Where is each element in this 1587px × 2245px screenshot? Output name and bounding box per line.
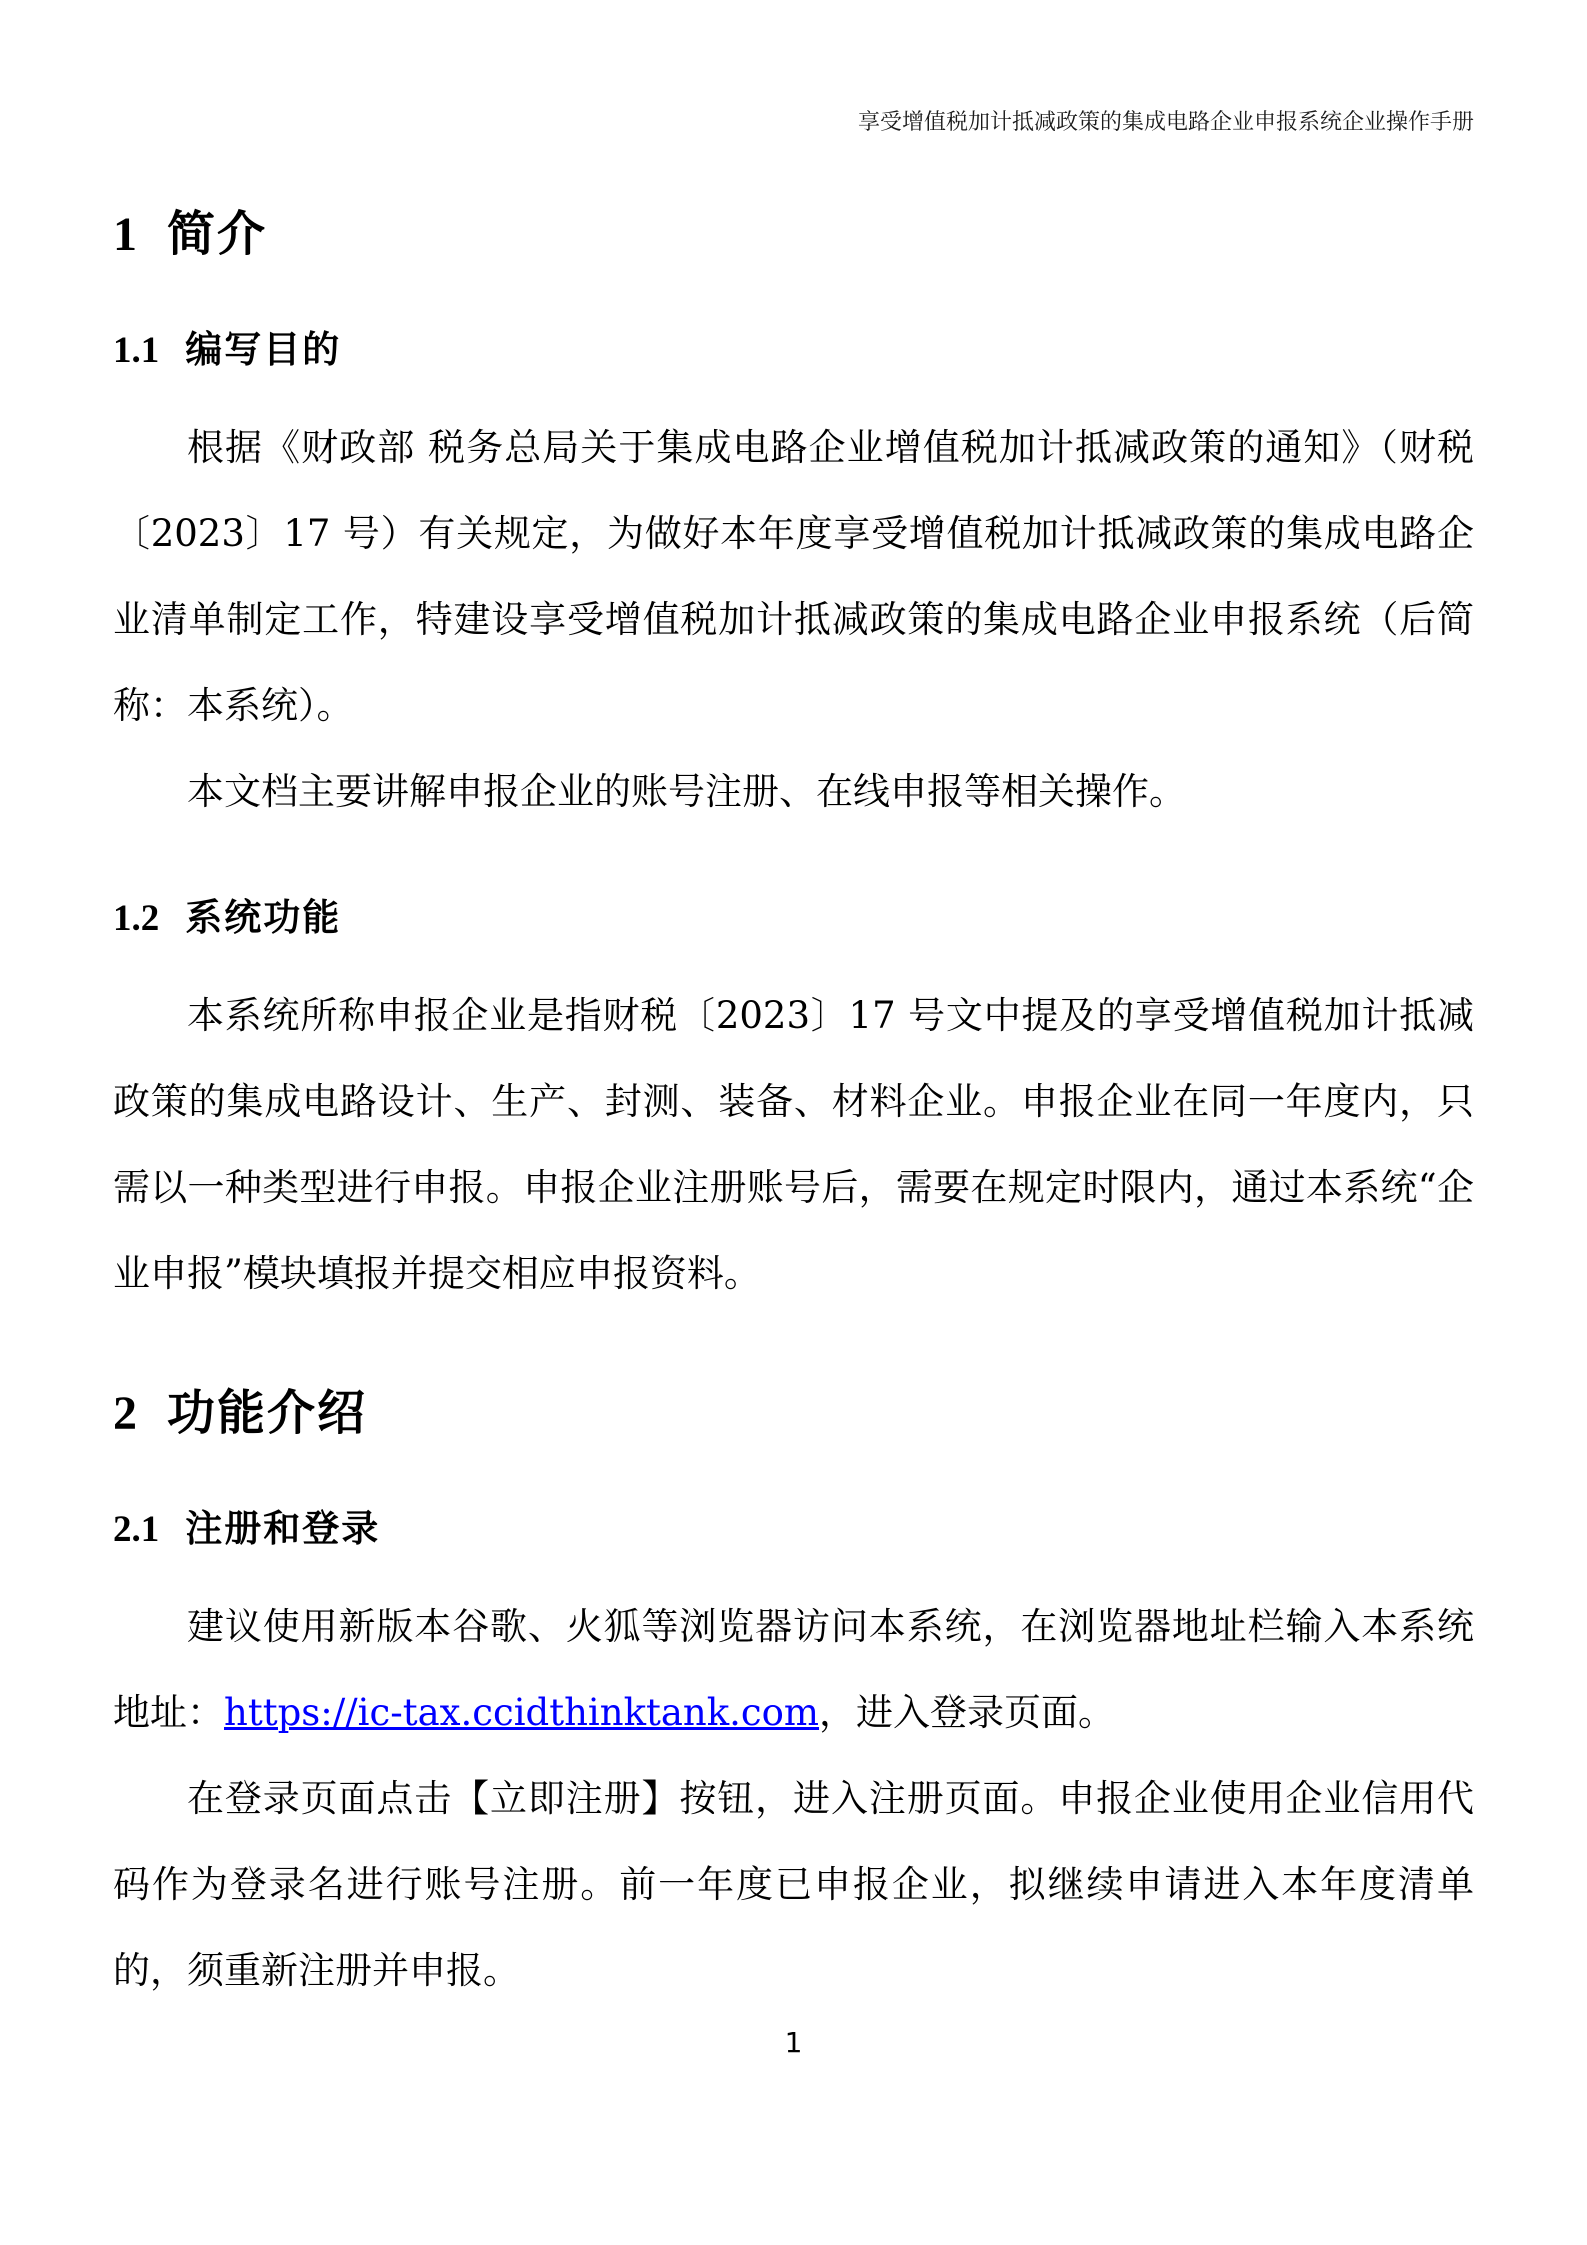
paragraph-purpose-1: 根据《财政部 税务总局关于集成电路企业增值税加计抵减政策的通知》（财税〔2023〕17 号）有关规定，为做好本年度享受增值税加计抵减政策的集成电路企业清单制定工作，特建设享受增值税加计抵减政策的集成电路企业申报系统（后简称：本系统）。 [113, 426, 1474, 727]
heading-1-intro-title: 简介 [167, 208, 268, 261]
paragraph-register-1 [113, 1584, 1474, 1756]
paragraph-register-1-suffix: ，进入登录页面。 [819, 1691, 1116, 1734]
heading-1-2-number: 1.2 [113, 898, 160, 939]
heading-1-2-title: 系统功能 [185, 897, 342, 938]
page-header-title: 享受增值税加计抵减政策的集成电路企业申报系统企业操作手册 [857, 110, 1474, 135]
system-url-link[interactable]: https://ic-tax.ccidthinktank.com [224, 1691, 820, 1734]
heading-2-1-number: 2.1 [113, 1509, 160, 1550]
heading-1-1-title: 编写目的 [185, 329, 342, 370]
heading-2-1-register [113, 1502, 1474, 1556]
heading-1-1-number: 1.1 [113, 330, 160, 371]
page-number: 1 [784, 2026, 803, 2059]
paragraph-functions-1: 本系统所称申报企业是指财税〔2023〕17 号文中提及的享受增值税加计抵减政策的集成电路设计、生产、封测、装备、材料企业。申报企业在同一年度内，只需以一种类型进行申报。申报企业注册账号后，需要在规定时限内，通过本系统“企业申报”模块填报并提交相应申报资料。 [113, 994, 1474, 1295]
heading-1-intro-number: 1 [113, 208, 137, 261]
heading-1-intro [113, 202, 1474, 267]
heading-2-number: 2 [113, 1387, 137, 1440]
heading-2-1-title: 注册和登录 [185, 1508, 381, 1549]
heading-2-features [113, 1381, 1474, 1446]
heading-2-title: 功能介绍 [167, 1387, 368, 1440]
paragraph-register-2: 在登录页面点击【立即注册】按钮，进入注册页面。申报企业使用企业信用代码作为登录名进行账号注册。前一年度已申报企业，拟继续申请进入本年度清单的，须重新注册并申报。 [113, 1777, 1474, 1992]
paragraph-register-1-prefix: 建议使用新版本谷歌、火狐等浏览器访问本系统，在浏览器地址栏输入本系统地址： [113, 1605, 1474, 1734]
heading-1-2-functions [113, 891, 1474, 945]
heading-1-1-purpose [113, 323, 1474, 377]
paragraph-purpose-2: 本文档主要讲解申报企业的账号注册、在线申报等相关操作。 [187, 770, 1186, 813]
